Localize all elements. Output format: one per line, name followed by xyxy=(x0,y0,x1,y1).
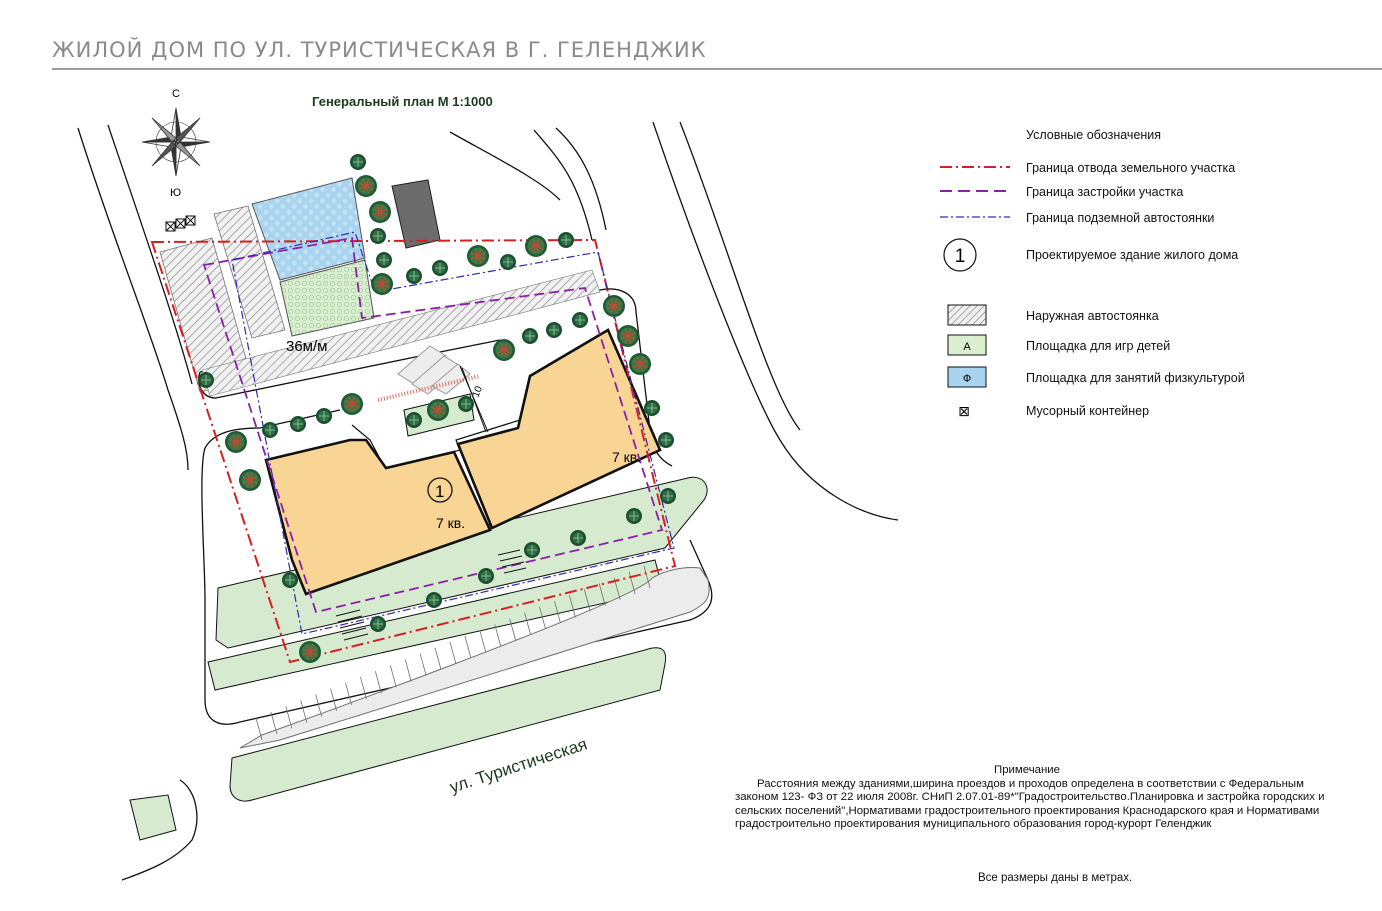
plan-title: Генеральный план М 1:1000 xyxy=(312,94,493,109)
legend-label: Мусорный контейнер xyxy=(1026,404,1150,418)
legend-label: Граница отвода земельного участка xyxy=(1026,161,1236,175)
legend-label: Проектируемое здание жилого дома xyxy=(1026,248,1239,262)
parking-stall-divider xyxy=(375,671,381,693)
legend-label: Площадка для занятий физкультурой xyxy=(1026,371,1245,385)
street-name-label: ул. Туристическая xyxy=(447,734,590,797)
parking-stall-divider xyxy=(405,660,411,682)
parking-stall-divider xyxy=(480,630,486,652)
note-text: Расстояния между зданиями,ширина проездов и проходов определена в соответствии с Федеральным законом 123- ФЗ от 22 июля 2008г. СНиП 2.07.01-89*"Градостроительство.Планировка и застройка городских и сельских поселений",Нормативами градостроительного проектирования Краснодарского края и Нормативами градостроительно проектирования муниципального образования город-курорт Геленджик xyxy=(735,777,1325,831)
parking-stall-divider xyxy=(420,654,426,676)
parking-boundary-line-icon xyxy=(938,204,1010,234)
legend-label: Наружная автостоянка xyxy=(1026,309,1159,323)
legend-label: Граница подземной автостоянки xyxy=(1026,211,1215,225)
road-width-label: 36м/м xyxy=(286,338,328,355)
existing-building xyxy=(392,180,440,248)
building-number-icon xyxy=(938,238,1010,274)
page-title: ЖИЛОЙ ДОМ ПО УЛ. ТУРИСТИЧЕСКАЯ В Г. ГЕЛЕНДЖИК xyxy=(52,38,707,62)
parking-stall-divider xyxy=(301,700,307,722)
legend-item-trash xyxy=(930,397,1370,427)
building-symbol-text: 1 xyxy=(954,246,966,267)
outdoor-parking-icon xyxy=(938,302,1010,332)
parking-stall-divider xyxy=(390,665,396,687)
trash-symbol-text: ⊠ xyxy=(958,403,970,419)
legend-label: Граница застройки участка xyxy=(1026,185,1184,199)
parking-stall-divider xyxy=(346,683,352,705)
dimension-label: 10 xyxy=(470,384,485,400)
corner-plot xyxy=(130,795,176,840)
parking-stall-divider xyxy=(450,642,456,664)
compass-north-label: С xyxy=(172,88,180,100)
apartments-right-label: 7 кв. xyxy=(612,449,642,465)
apartments-left-label: 7 кв. xyxy=(436,515,466,531)
compass-rose xyxy=(142,108,210,176)
dimensions-note: Все размеры даны в метрах. xyxy=(978,872,1133,884)
parking-stall-divider xyxy=(465,636,471,658)
parking-stall-divider xyxy=(360,677,366,699)
legend-item-playground xyxy=(930,332,1370,362)
building-number: 1 xyxy=(435,482,445,501)
legend-heading: Условные обозначения xyxy=(1026,128,1162,142)
legend-label: Площадка для игр детей xyxy=(1026,339,1171,353)
legend-item-building xyxy=(930,238,1370,274)
legend-item-parking-boundary xyxy=(930,204,1370,234)
legend-item-outdoor-parking xyxy=(930,302,1370,332)
trash-container-icon xyxy=(938,397,1010,427)
sports-symbol-text: Ф xyxy=(962,373,972,385)
playground-icon xyxy=(938,332,1010,362)
parking-stall-divider xyxy=(495,624,501,646)
note-heading: Примечание xyxy=(994,764,1060,776)
parking-stall-divider xyxy=(316,695,322,717)
trash-containers xyxy=(166,216,195,231)
compass-south-label: Ю xyxy=(170,187,182,199)
note-block xyxy=(735,764,1335,832)
playground-symbol-text: А xyxy=(963,341,971,353)
legend-item-sports xyxy=(930,364,1370,394)
parking-stall-divider xyxy=(435,648,441,670)
sports-ground-icon xyxy=(938,364,1010,394)
